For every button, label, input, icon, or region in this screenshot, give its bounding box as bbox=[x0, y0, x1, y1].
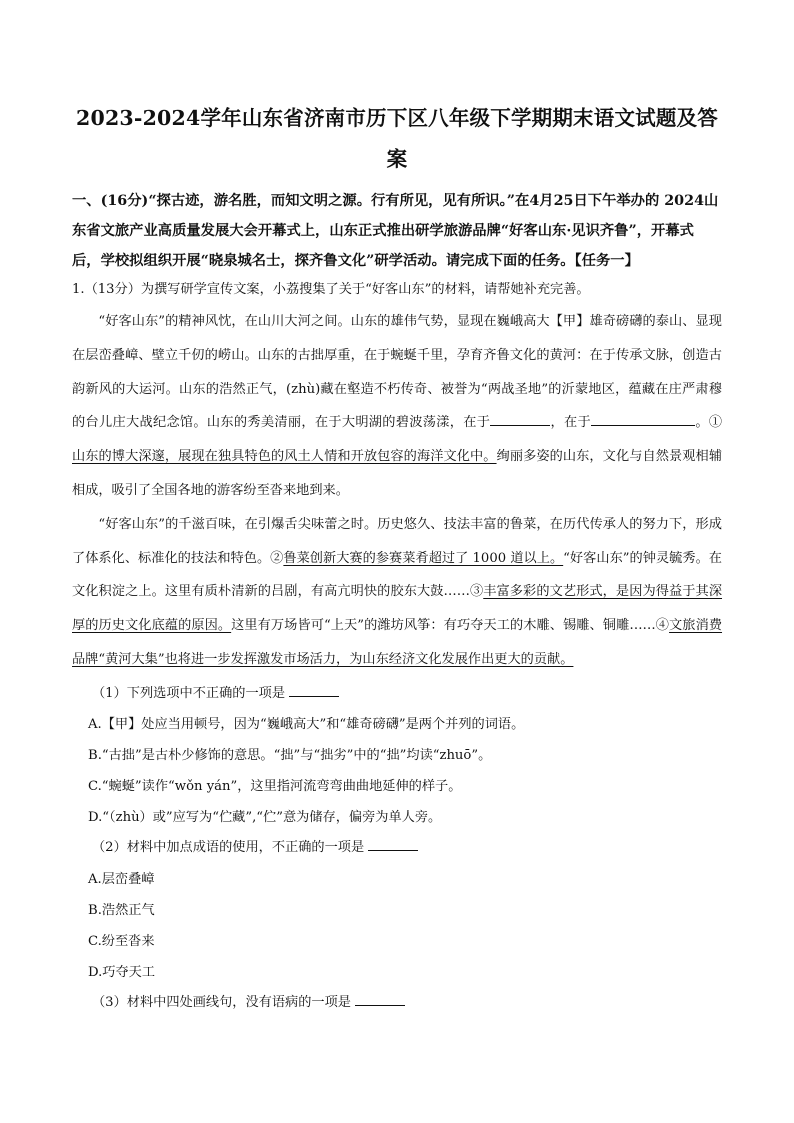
sub2-option-a: A.层峦叠嶂 bbox=[88, 871, 155, 887]
sub2-option-d: D.巧夺天工 bbox=[88, 964, 156, 980]
para1-text-a: “好客山东”的精神风忱，在山川大河之间。山东的雄伟气势，显现在巍峨高大【甲】雄奇磅礴的泰山、显现在层峦叠嶂、壁立千仞的崂山。山东的古拙厚重，在于蜿蜒千里，孕育齐鲁文化的黄河：在于传承文脉，创造古韵新风的大运河。山东的浩然正气，(zhù)藏在壑造不朽传奇、被誉为“两战圣地”的沂蒙地区，蕴藏在庄严肃穆的台儿庄大战纪念馆。山东的秀美清丽，在于大明湖的碧波荡漾，在于 bbox=[72, 314, 722, 431]
para1-text-b: ，在于 bbox=[550, 415, 592, 431]
sub-question-1 bbox=[72, 679, 722, 710]
sub1-option-c: C.“蜿蜒”读作“wǒn yán”，这里指河流弯弯曲曲地延伸的样子。 bbox=[88, 779, 462, 795]
para2-text-a: “好客山东”的千滋百味，在引爆舌尖味蕾之时。历史悠久、技法丰富的鲁菜，在历代传承人的努力下，形成了体系化、标准化的技法和特色。② bbox=[72, 516, 722, 566]
answer-blank-3[interactable] bbox=[355, 991, 405, 1006]
material-paragraph-2 bbox=[72, 508, 722, 677]
material-paragraph-1 bbox=[72, 305, 722, 508]
sub-question-3-text: （3）材料中四处画线句，没有语病的一项是 bbox=[92, 994, 351, 1010]
sub-question-2 bbox=[72, 833, 722, 864]
underlined-sentence-2: 鲁菜创新大赛的参赛菜肴超过了 1000 道以上。 bbox=[283, 550, 564, 566]
underlined-sentence-4: 文旅消费品牌“黄河大集”也将进一步发挥激发市场活力，为山东经济文化发展作出更大的贡献。 bbox=[72, 618, 723, 667]
question-1-stem: 1.（13分）为撰写研学宣传文案，小荔搜集了关于“好客山东”的材料，请帮她补充完善。 bbox=[72, 282, 590, 297]
para1-text-c: 。① bbox=[695, 415, 723, 431]
para2-text-b: “好客山东”的钟灵毓秀。在文化积淀之上。这里有质朴清新的吕剧，有高亢明快的胶东大鼓……③ bbox=[72, 550, 722, 600]
sub2-option-b: B.浩然正气 bbox=[88, 902, 155, 918]
title-line-1: 2023-2024学年山东省济南市历下区八年级下学期期末语文试题及答 bbox=[76, 106, 718, 130]
sub1-option-a: A.【甲】处应当用顿号，因为“巍峨高大”和“雄奇磅礴”是两个并列的词语。 bbox=[88, 717, 525, 733]
document-title bbox=[72, 0, 722, 180]
underlined-sentence-1: 山东的博大深邃，展现在独具特色的风土人情和开放包容的海洋文化中。 bbox=[72, 449, 497, 465]
fill-blank-2[interactable] bbox=[591, 411, 695, 426]
underlined-sentence-3: 丰富多彩的文艺形式，是因为得益于其深厚的历史文化底蕴的原因。 bbox=[72, 584, 723, 634]
para1-text-d: 绚丽多姿的山东，文化与自然景观相辅相成，吸引了全国各地的游客纷至沓来地到来。 bbox=[72, 449, 723, 498]
sub2-option-c: C.纷至沓来 bbox=[88, 933, 155, 949]
para2-text-c: 这里有万场皆可“上天”的潍坊风筝：有巧夺天工的木雕、锡雕、铜雕……④ bbox=[231, 618, 670, 634]
sub-question-2-text: （2）材料中加点成语的使用，不正确的一项是 bbox=[92, 840, 365, 856]
section-one-intro: 一、(16分)“探古迹，游名胜，而知文明之源。行有所见，见有所识。”在4月25日下午举办的 2024山东省文旅产业高质量发展大会开幕式上，山东正式推出研学旅游品牌“好客山东·见识齐鲁”，开幕式后，学校拟组织开展“晓泉城名士，探齐鲁文化”研学活动。请完成下面的任务。【任务一】 bbox=[72, 193, 719, 269]
title-line-2: 案 bbox=[386, 147, 408, 171]
sub-question-1-text: （1）下列选项中不正确的一项是 bbox=[92, 685, 286, 701]
fill-blank-1[interactable] bbox=[490, 411, 550, 426]
sub-question-3 bbox=[72, 988, 722, 1019]
sub1-option-b: B.“古拙”是古朴少修饰的意思。“拙”与“拙劣”中的“拙”均读“zhuō”。 bbox=[88, 748, 492, 764]
answer-blank-2[interactable] bbox=[368, 836, 418, 851]
sub1-option-d: D.“（zhù）或”应写为“伫藏”,“伫”意为储存，偏旁为单人旁。 bbox=[88, 810, 442, 826]
answer-blank-1[interactable] bbox=[289, 682, 339, 697]
